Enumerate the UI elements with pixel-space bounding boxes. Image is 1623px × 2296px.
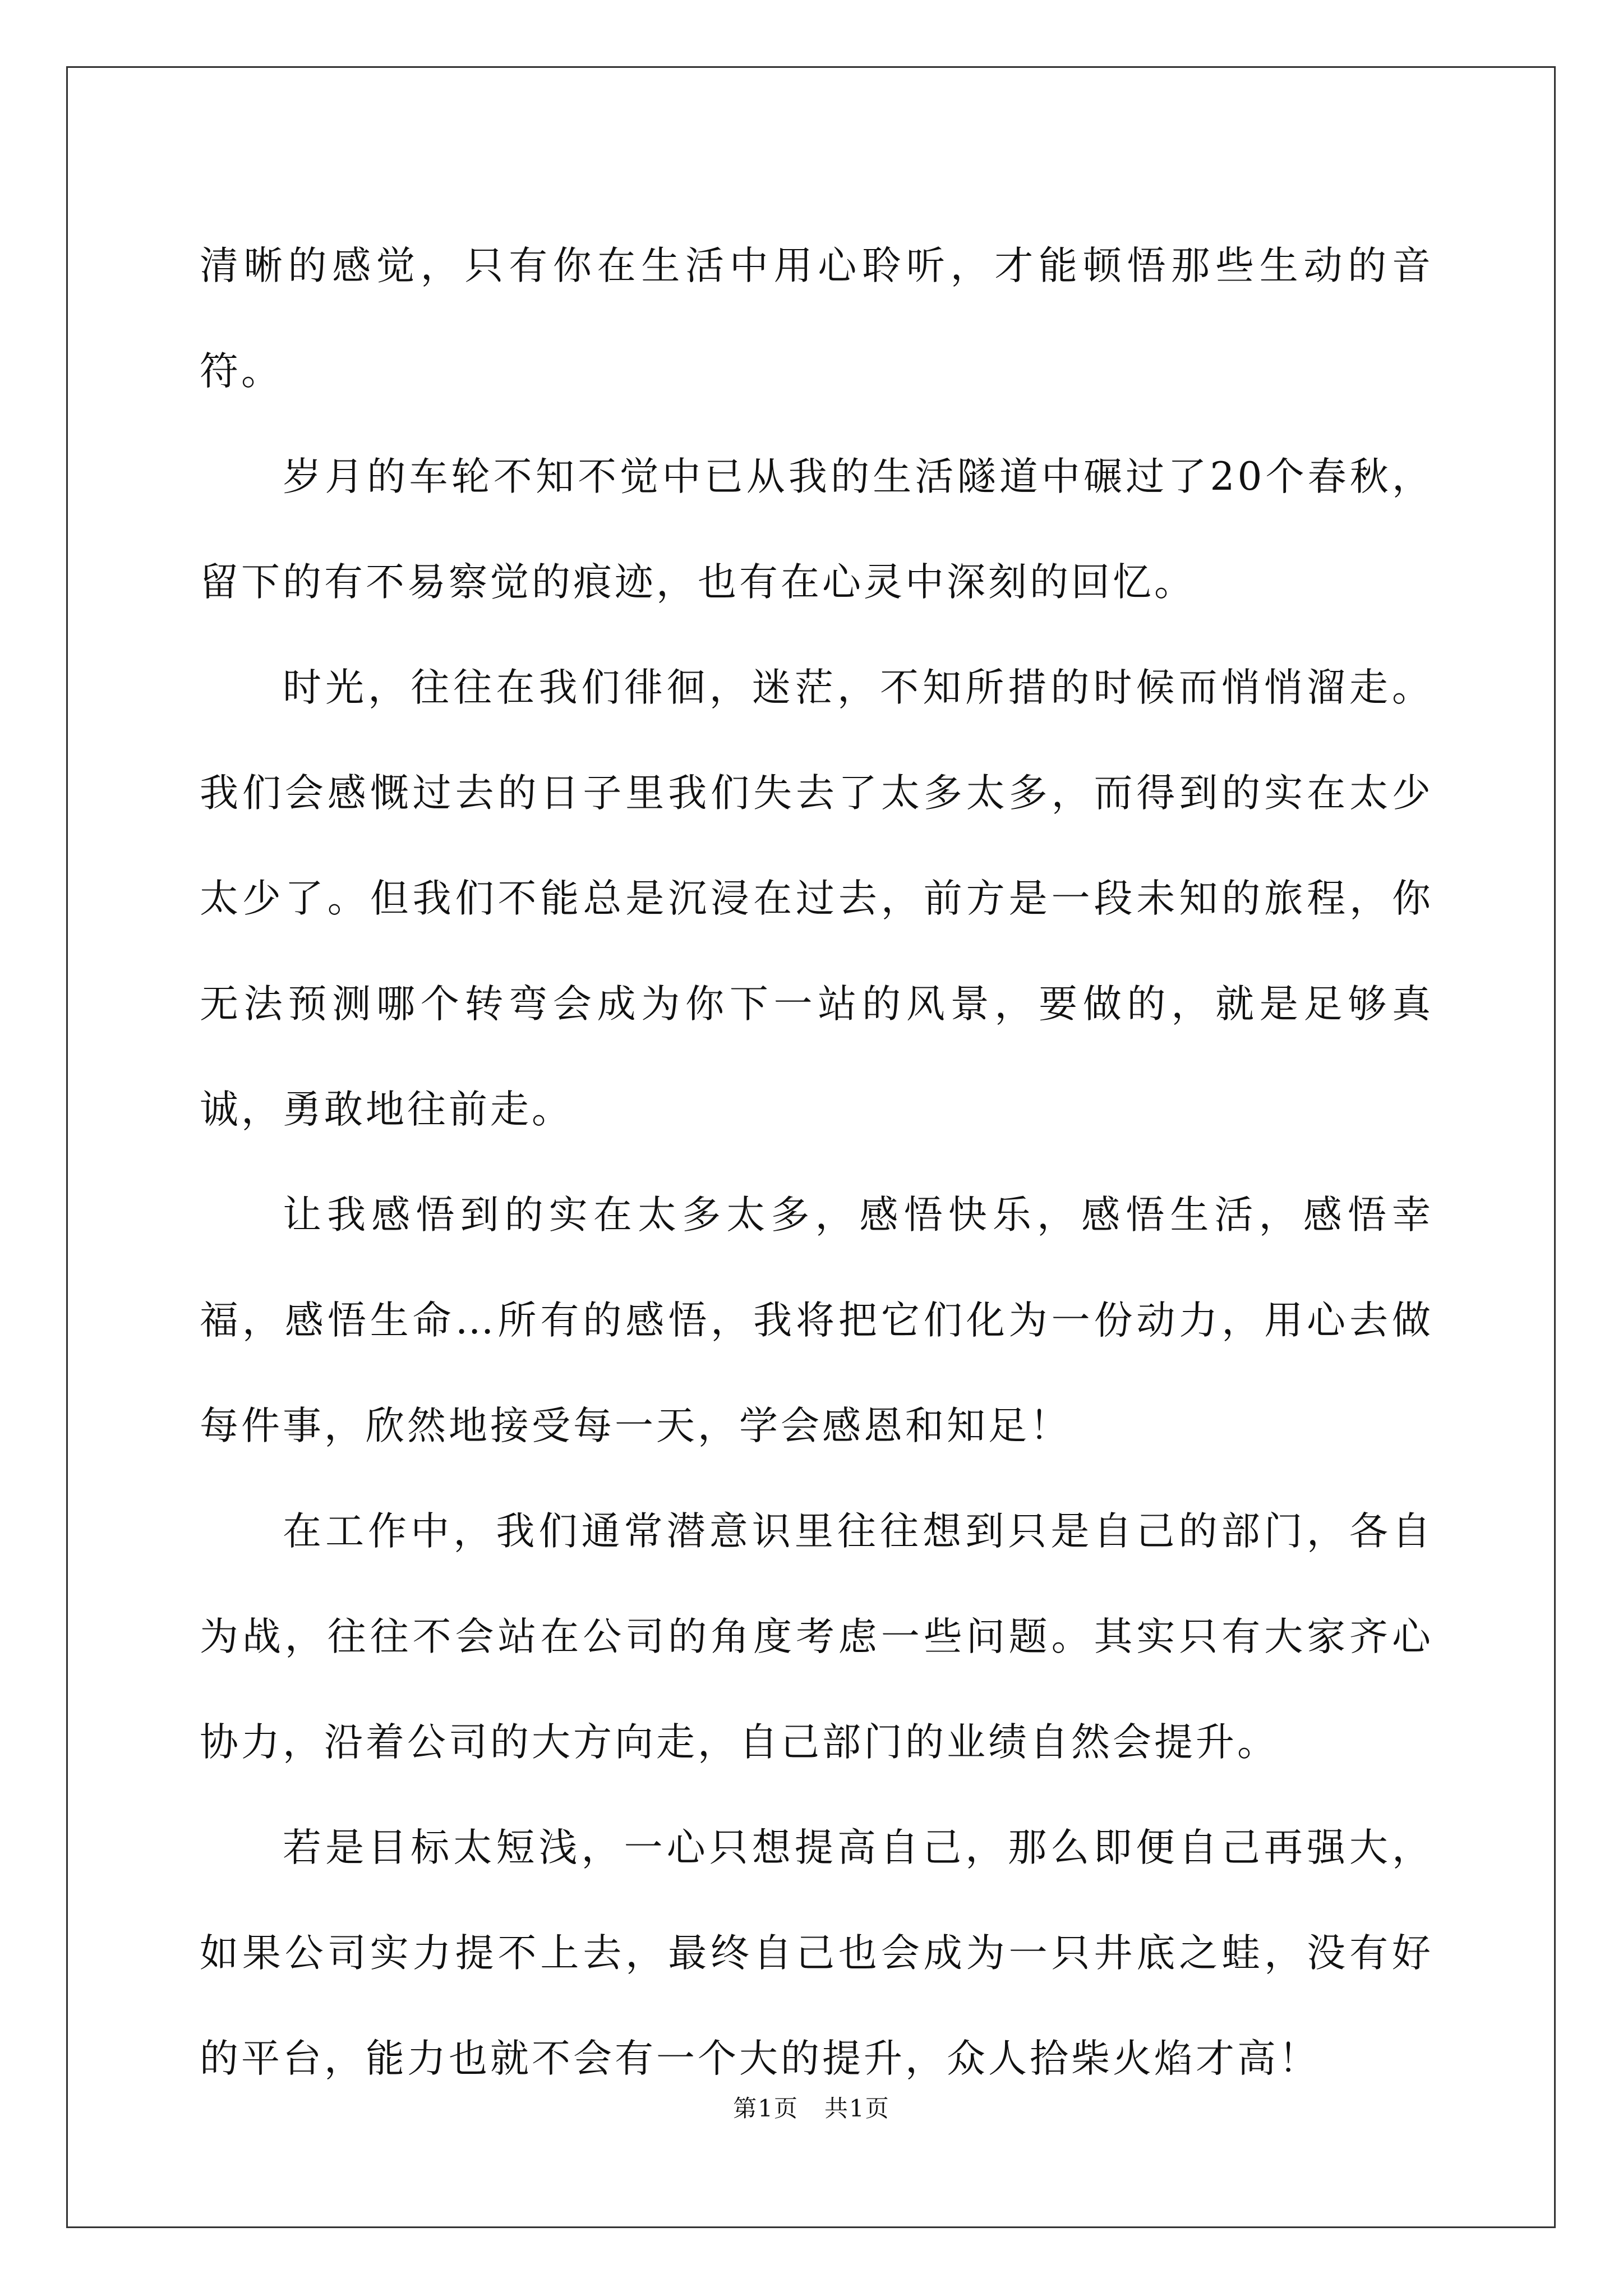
paragraph-5: 在工作中，我们通常潜意识里往往想到只是自己的部门，各自为战，往往不会站在公司的角度考虑一些问题。其实只有大家齐心协力，沿着公司的大方向走，自己部门的业绩自然会提升。 xyxy=(200,1509,1433,1765)
paragraph-6: 若是目标太短浅，一心只想提高自己，那么即便自己再强大，如果公司实力提不上去，最终自己也会成为一只井底之蛙，没有好的平台，能力也就不会有一个大的提升，众人拾柴火焰才高！ xyxy=(200,1825,1433,2081)
document-body xyxy=(200,213,1433,2111)
paragraph-1: 清晰的感觉，只有你在生活中用心聆听，才能顿悟那些生动的音符。 xyxy=(200,243,1433,394)
page-footer: 第1页 共1页 xyxy=(733,2095,890,2122)
paragraph-3: 时光，往往在我们徘徊，迷茫，不知所措的时候而悄悄溜走。我们会感慨过去的日子里我们失去了太多太多，而得到的实在太少太少了。但我们不能总是沉浸在过去，前方是一段未知的旅程，你无法预测哪个转弯会成为你下一站的风景，要做的，就是足够真诚，勇敢地往前走。 xyxy=(200,665,1433,1132)
paragraph-4: 让我感悟到的实在太多太多，感悟快乐，感悟生活，感悟幸福，感悟生命…所有的感悟，我将把它们化为一份动力，用心去做每件事，欣然地接受每一天，学会感恩和知足！ xyxy=(200,1193,1433,1448)
paragraph-2: 岁月的车轮不知不觉中已从我的生活隧道中碾过了20个春秋，留下的有不易察觉的痕迹，也有在心灵中深刻的回忆。 xyxy=(200,454,1433,605)
